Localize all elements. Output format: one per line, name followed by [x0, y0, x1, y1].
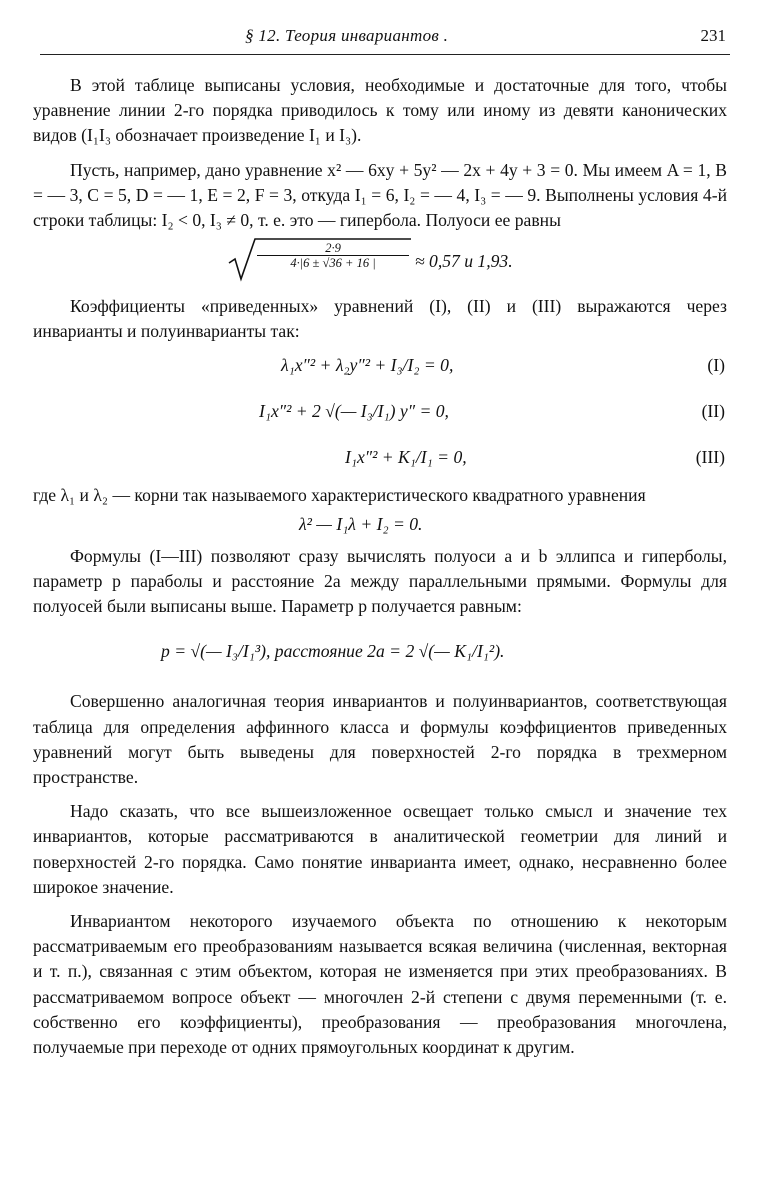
- paragraph-invariant-definition: Инвариантом некоторого изучаемого объекта по отношению к некоторым рассматриваемым его преобразованиям называется всякая величина (численная, векторная и т. п.), связанная с этим объектом, которая не изменяется при этих преобразованиях. В рассматриваемом вопросе объект — многочлен 2-й степени с двумя переменными (т. е. собственно его коэффициенты), преобразования — преобразования многочлена, получаемые при переходе от одних прямоугольных координат к другим.: [33, 911, 727, 1058]
- page-number: 231: [700, 26, 726, 45]
- equation-2-tag: (II): [701, 400, 725, 421]
- semiaxes-result: ≈ 0,57 и 1,93.: [415, 251, 513, 272]
- equation-3: I₁x″² + K₁/I₁ = 0,: [345, 446, 467, 467]
- paragraph-coefficients: Коэффициенты «приведенных» уравнений (I), (II) и (III) выражаются через инварианты и полуинварианты так:: [33, 296, 727, 342]
- formula-eq-3: [33, 437, 727, 483]
- running-title: § 12. Теория инвариантов .: [245, 26, 449, 45]
- parameter-formula: p = √(— I₃/I₁³), расстояние 2a = 2 √(— K₁/I₁²).: [161, 641, 505, 662]
- page-body: [33, 73, 727, 1060]
- formula-eq-2: [33, 391, 727, 437]
- semiaxes-fraction: [257, 241, 409, 270]
- equation-3-tag: (III): [695, 446, 725, 467]
- paragraph-characteristic: где λ₁ и λ₂ — корни так называемого характеристического квадратного уравнения: [33, 484, 646, 505]
- equation-1-tag: (I): [707, 354, 725, 375]
- semiaxes-denominator: 4·|6 ± √36 + 16 |: [290, 256, 376, 271]
- paragraph-table-conditions: В этой таблице выписаны условия, необходимые и достаточные для того, чтобы уравнение линии 2-го порядка приводилось к тому или иному из девяти канонических видов (I₁I₃ обозначает произведение I₁ и I₃).: [33, 75, 727, 146]
- formula-parameter: [33, 619, 727, 689]
- characteristic-equation: λ² — I₁λ + I₂ = 0.: [299, 513, 423, 534]
- equation-2: I₁x″² + 2 √(— I₃/I₁) y″ = 0,: [259, 400, 449, 421]
- page-header: [40, 20, 730, 55]
- paragraph-analogous-theory: Совершенно аналогичная теория инвариантов и полуинвариантов, соответствующая таблица для определения аффинного класса и формулы коэффициентов приведенных уравнений могут быть выведены для поверхностей 2-го порядка в трехмерном пространстве.: [33, 691, 727, 788]
- paragraph-example: Пусть, например, дано уравнение x² — 6xy + 5y² — 2x + 4y + 3 = 0. Мы имеем A = 1, B = — 3, C = 5, D = — 1, E = 2, F = 3, откуда I₁ = 6, I₂ = — 4, I₃ = — 9. Выполнены условия 4-й строки таблицы: I₂ < 0, I₃ ≠ 0, т. е. это — гипербола. Полуоси ее равны: [33, 159, 727, 231]
- equation-1: λ₁x″² + λ₂y″² + I₃/I₂ = 0,: [281, 354, 454, 375]
- semiaxes-numerator: 2·9: [257, 241, 409, 256]
- formula-characteristic-equation: [33, 508, 727, 544]
- paragraph-invariants-meaning: Надо сказать, что все вышеизложенное освещает только смысл и значение тех инвариантов, которые рассматриваются в аналитической геометрии для линий и поверхностей 2-го порядка. Само понятие инварианта имеет, однако, несравненно более широкое значение.: [33, 801, 727, 897]
- formula-semiaxes: [33, 233, 727, 285]
- paragraph-formulas-usage: Формулы (I—III) позволяют сразу вычислять полуоси a и b эллипса и гиперболы, параметр p параболы и расстояние 2a между параллельными прямыми. Формулы для полуосей были выписаны выше. Параметр p получается равным:: [33, 545, 727, 617]
- formula-eq-1: [33, 345, 727, 391]
